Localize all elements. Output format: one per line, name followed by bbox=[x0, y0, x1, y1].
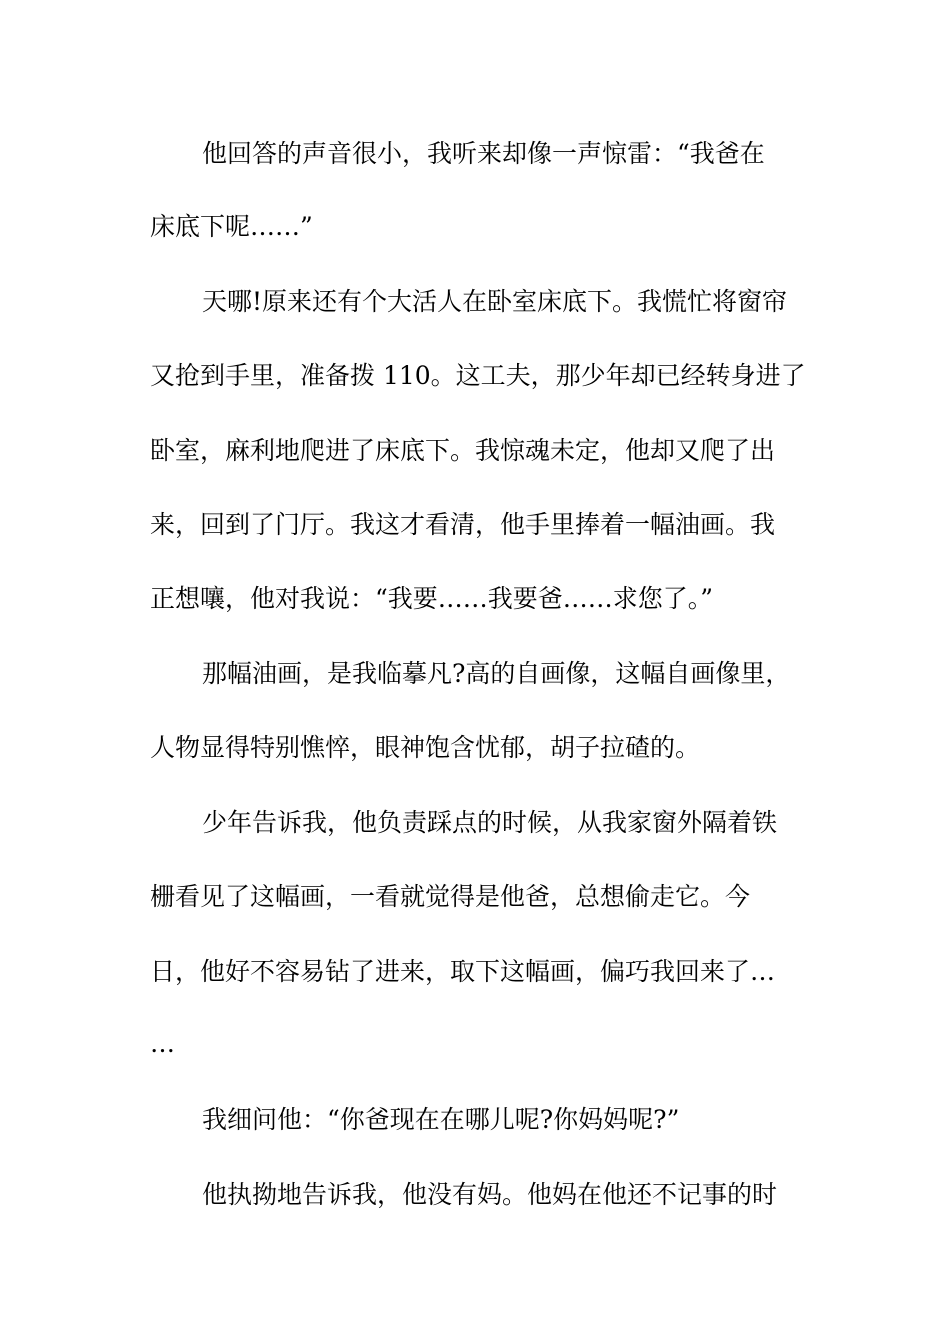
text-line: 卧室，麻利地爬进了床底下。我惊魂未定，他却又爬了出 bbox=[150, 436, 776, 465]
text-line: … bbox=[150, 1029, 175, 1058]
text-line: 日，他好不容易钻了进来，取下这幅画，偏巧我回来了… bbox=[150, 957, 776, 986]
text-line: 正想嚷，他对我说：“我要……我要爸……求您了。” bbox=[150, 584, 714, 613]
text-line: 少年告诉我，他负责踩点的时候，从我家窗外隔着铁 bbox=[202, 808, 778, 837]
text-line: 我细问他：“你爸现在在哪儿呢?你妈妈呢?” bbox=[202, 1105, 680, 1134]
text-line: 来，回到了门厅。我这才看清，他手里捧着一幅油画。我 bbox=[150, 510, 776, 539]
text-line: 栅看见了这幅画，一看就觉得是他爸，总想偷走它。今 bbox=[150, 882, 751, 911]
text-line: 那幅油画，是我临摹凡?高的自画像，这幅自画像里， bbox=[202, 659, 791, 688]
text-line: 天哪!原来还有个大活人在卧室床底下。我慌忙将窗帘 bbox=[202, 287, 788, 316]
text-line: 他执拗地告诉我，他没有妈。他妈在他还不记事的时 bbox=[202, 1180, 778, 1209]
text-line: 他回答的声音很小，我听来却像一声惊雷：“我爸在 bbox=[202, 139, 765, 168]
text-line: 床底下呢……” bbox=[150, 212, 313, 241]
text-line: 人物显得特别憔悴，眼神饱含忧郁，胡子拉碴的。 bbox=[150, 733, 701, 762]
text-line: 又抢到手里，准备拨 110。这工夫，那少年却已经转身进了 bbox=[150, 361, 806, 390]
